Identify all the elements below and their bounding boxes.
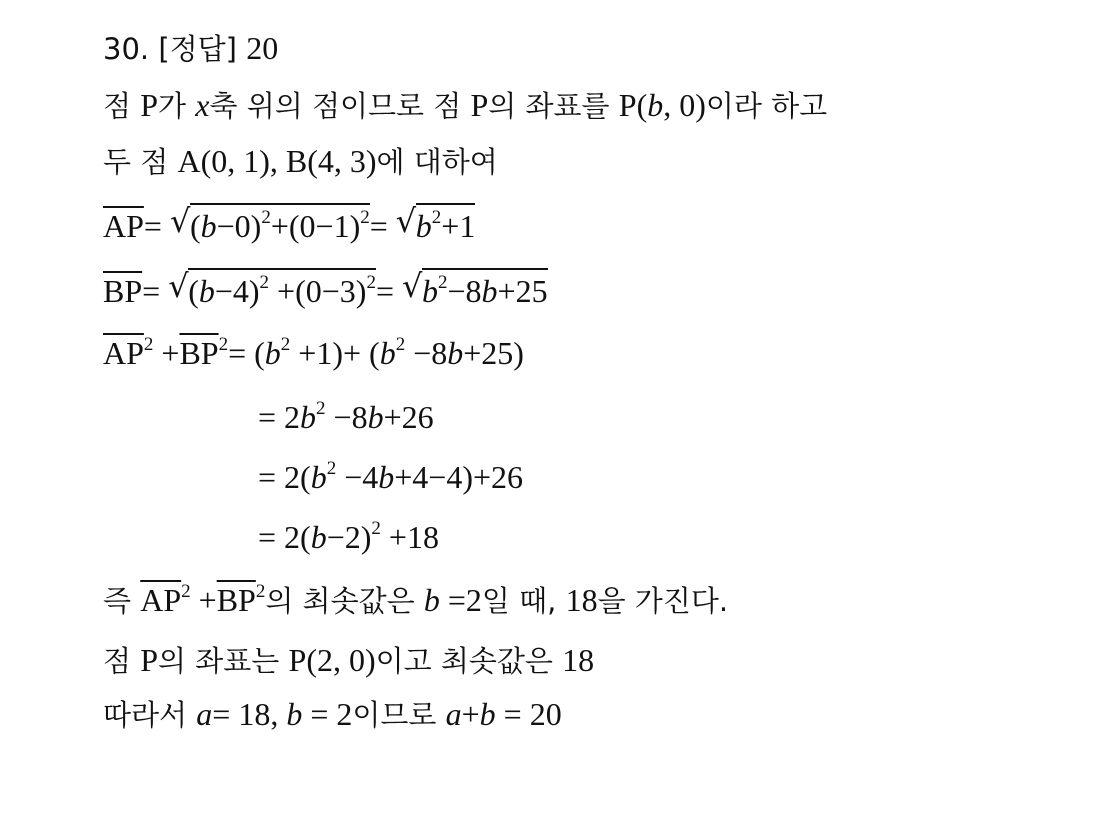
text: 일 때,	[481, 584, 566, 618]
equation-step-3	[258, 517, 439, 557]
expr: = 18,	[212, 696, 287, 732]
var-b: b	[310, 459, 327, 495]
segment-bp: $\overline{BP}$	[179, 335, 219, 371]
exponent: 2	[438, 272, 448, 293]
answer-header	[103, 28, 278, 68]
conclusion-point	[103, 640, 594, 680]
coord: P(2, 0)	[288, 642, 376, 678]
expr: −8	[325, 399, 368, 435]
exponent: 2	[316, 398, 326, 419]
plus: +	[153, 335, 180, 371]
sqrt-ap	[170, 203, 370, 247]
var-a: a	[196, 696, 213, 732]
expr: = (	[228, 335, 265, 371]
segment-ap: $\overline{AP}$	[103, 335, 144, 371]
exponent: 2	[218, 334, 229, 355]
expr: = 2(	[258, 459, 311, 495]
exponent: 2	[431, 207, 442, 228]
var-b: b	[423, 582, 440, 618]
var-b: b	[479, 696, 496, 732]
expr: =2	[439, 582, 482, 618]
expr: +1)+ (	[290, 335, 380, 371]
text: 이므로	[352, 698, 446, 732]
expr: (	[188, 273, 199, 309]
expr: (	[189, 208, 201, 244]
solution-line-2	[103, 85, 827, 125]
text: 점	[103, 89, 141, 123]
coord: , 0)	[663, 87, 706, 123]
var-b: b	[378, 459, 395, 495]
number: 18	[562, 642, 595, 678]
var-b: b	[422, 273, 438, 309]
equals: =	[369, 208, 396, 244]
expr: −8	[405, 335, 448, 371]
var-b: b	[415, 208, 432, 244]
problem-number: 30.	[103, 32, 150, 66]
var-b: b	[379, 335, 396, 371]
segment-ap: $\overline{AP}$	[103, 208, 144, 244]
exponent: 2	[366, 272, 376, 293]
text: 가	[158, 89, 196, 123]
equation-bp	[103, 268, 548, 308]
text: 을 가진다.	[597, 584, 729, 618]
coord: P(	[618, 87, 648, 123]
expr: +(0−1)	[270, 208, 361, 244]
conclusion-minimum	[103, 580, 728, 620]
expr: −0)	[216, 208, 262, 244]
expr: = 20	[495, 696, 562, 732]
expr: +(0−3)	[269, 273, 367, 309]
answer-value: 20	[246, 30, 279, 66]
text: 에 대하여	[376, 145, 498, 179]
expr: +25)	[463, 335, 524, 371]
sqrt-bp	[168, 268, 376, 312]
exponent: 2	[280, 334, 291, 355]
exponent: 2	[395, 334, 406, 355]
expr: = 2(	[258, 519, 311, 555]
var-b: b	[198, 273, 215, 309]
solution-line-3	[103, 141, 498, 181]
exponent: 2	[371, 518, 381, 539]
expr: −8	[447, 273, 482, 309]
var-b: b	[647, 87, 664, 123]
exponent: 2	[360, 207, 370, 228]
var-b: b	[367, 399, 384, 435]
segment-bp: $\overline{BP}$	[103, 273, 143, 309]
var-b: b	[286, 696, 303, 732]
text: 점	[103, 644, 141, 678]
segment-bp: $\overline{BP}$	[216, 582, 256, 618]
answer-label: [정답]	[158, 32, 237, 66]
plus: +	[190, 582, 217, 618]
equals: =	[142, 273, 169, 309]
segment-ap: $\overline{AP}$	[140, 582, 182, 618]
expr: −2)	[326, 519, 372, 555]
exponent: 2	[255, 581, 266, 602]
exponent: 2	[261, 207, 271, 228]
equals: =	[375, 273, 402, 309]
point-p: P	[140, 642, 159, 678]
expr: = 2	[302, 696, 353, 732]
text: 즉	[103, 584, 141, 618]
plus: +	[461, 696, 480, 732]
sqrt-result	[402, 268, 548, 312]
expr: +4−4)+26	[394, 459, 524, 495]
equals: =	[143, 208, 170, 244]
exponent: 2	[326, 458, 337, 479]
var-x: x	[195, 87, 210, 123]
equation-ap	[103, 203, 475, 243]
equation-step-1	[258, 397, 434, 437]
var-b: b	[447, 335, 464, 371]
text: 따라서	[103, 698, 197, 732]
expr: +18	[380, 519, 439, 555]
text: 의 좌표는	[158, 644, 289, 678]
var-b: b	[264, 335, 281, 371]
expr: −4)	[214, 273, 260, 309]
exponent: 2	[143, 334, 154, 355]
text: 두 점	[103, 145, 178, 179]
expr: −4	[336, 459, 379, 495]
text: 축 위의 점이므로 점	[209, 89, 471, 123]
expr: = 2	[258, 399, 301, 435]
expr: +25	[497, 273, 548, 309]
expr: +1	[441, 208, 476, 244]
text: 의 좌표를	[488, 89, 619, 123]
point-p: P	[140, 87, 159, 123]
exponent: 2	[181, 581, 191, 602]
point-p: P	[470, 87, 489, 123]
points: A(0, 1), B(4, 3)	[177, 143, 377, 179]
text: 의 최솟값은	[265, 584, 424, 618]
sqrt-result	[396, 203, 476, 247]
number: 18	[565, 582, 598, 618]
equation-step-2	[258, 457, 523, 497]
equation-sum-squares	[103, 333, 524, 373]
expr: +26	[383, 399, 434, 435]
var-b: b	[200, 208, 217, 244]
var-b: b	[481, 273, 498, 309]
var-b: b	[300, 399, 317, 435]
var-b: b	[310, 519, 327, 555]
text: 이고 최솟값은	[375, 644, 563, 678]
text: 이라 하고	[705, 89, 828, 123]
var-a: a	[445, 696, 462, 732]
final-answer	[103, 694, 562, 734]
exponent: 2	[259, 272, 270, 293]
